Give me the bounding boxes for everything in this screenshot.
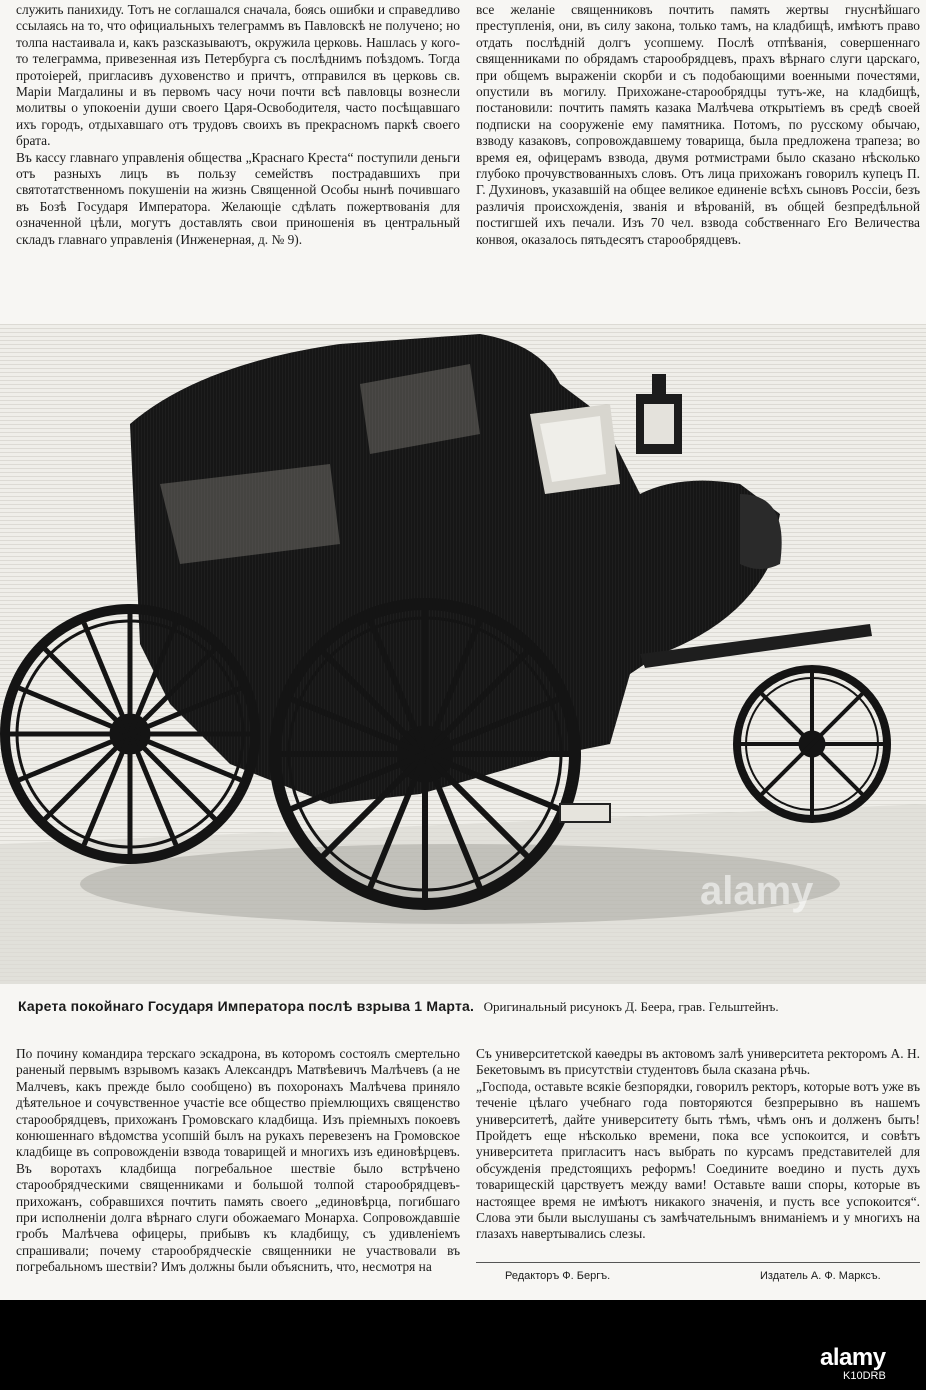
- wheel-left: [5, 609, 255, 859]
- wheel-right: [737, 669, 887, 819]
- image-code: K10DRB: [843, 1370, 886, 1382]
- watermark-band: [0, 1300, 926, 1390]
- article-top-right-column: все желаніе священниковъ почтить память жертвы гнуснѣйшаго преступленія, они, въ силу закона, только тамъ, на кладбищѣ, имѣютъ право отдать послѣдній долгъ усопшему. Послѣ отпѣванія, совершеннаго священниками по обрядамъ старообрядцевъ, прахъ вѣрнаго слуги царскаго, при общемъ выраженіи скорби и съ подобающими военными почестями, опустили въ могилу. Прихожане-старообрядцы тутъ-же, на кладбищѣ, постановили: почтить память казака Малѣчева открытіемъ въ средѣ своей подписки на сооруженіе ему памятника. Потомъ, по русскому обычаю, взводу казаковъ, сопровождавшему товарища, была предложена трапеза; во время ея, офицерамъ взвода, двумя ротмистрами было сказано нѣсколько глубоко прочувствованныхъ словъ. Отъ лица прихожанъ говорилъ купецъ П. Г. Духиновъ, указавшій на общее великое единеніе всѣхъ сыновъ Россіи, безъ различія происхожденія, званія и вѣрованій, въ общей безпредѣльной постигшей ихъ печали. Изъ 70 чел. взвода собственнаго Его Величества конвоя, оказалось пятьдесятъ старообрядцевъ.: [476, 2, 920, 247]
- watermark-overlay: alamy: [700, 869, 814, 913]
- illustration-caption: [18, 998, 918, 1016]
- caption-title: Карета покойнаго Государя Императора послѣ взрыва 1 Марта.: [18, 998, 475, 1014]
- article-top-left-column: служить панихиду. Тотъ не соглашался сначала, боясь ошибки и справедливо ссылаясь на то, что официальныхъ телеграммъ въ Павловскѣ не получено; но толпа настаивала и, какъ разсказываютъ, окружила церковь. Нашлась у кого-то телеграмма, привезенная изъ Петербурга съ послѣднимъ поѣздомъ. Тогда протоіерей, пригласивъ духовенство и причтъ, отправился въ церковь св. Маріи Магдалины и въ первомъ часу ночи почти всѣ павловцы вознесли молитвы о упокоеніи души своего Царя-Освободителя, часто посѣщавшаго ихъ городъ, отдыхавшаго отъ трудовъ своихъ въ прекрасномъ паркѣ своего брата. Въ кассу главнаго управленія общества „Краснаго Креста“ поступили деньги отъ разныхъ лицъ въ пользу семействъ пострадавшихъ при святотатственномъ покушеніи на жизнь Священной Особы нынѣ почившаго въ Бозѣ Государя Императора. Желающіе сдѣлать пожертвованія для означенной цѣли, могутъ доставлять свои приношенія въ центральный складъ главнаго управленія (Инженерная, д. № 9).: [16, 2, 460, 247]
- alamy-logo: alamy: [820, 1344, 886, 1371]
- article-bottom-right-column: Съ университетской каѳедры въ актовомъ залѣ университета ректоромъ А. Н. Бекетовымъ въ присутствіи студентовъ была сказана рѣчь. „Господа, оставьте всякіе безпорядки, говорилъ ректоръ, которые вотъ уже въ теченіе цѣлаго учебнаго года повторяются безпрерывно въ нашемъ университетѣ, дайте университету быть тѣмъ, чѣмъ онъ и долженъ быть! Пройдетъ еще нѣсколько времени, пока все успокоится, и совѣтъ университета пригласитъ насъ выбрать по курсамъ представителей для обсужденія предстоящихъ реформъ! Соедините воедино и пусть духъ товарищескій царствуетъ между вами! Оставьте ваши споры, которые въ настоящее время не имѣютъ никакого значенія, и пусть все успокоится“. Слова эти были выслушаны съ замѣчательнымъ вниманіемъ и у многихъ на глазахъ навертывались слезы.: [476, 1046, 920, 1242]
- caption-credit: Оригинальный рисунокъ Д. Беера, грав. Гельштейнъ.: [483, 999, 779, 1014]
- footer-divider: [476, 1262, 920, 1263]
- article-bottom-left-column: По почину командира терскаго эскадрона, въ которомъ состоялъ смертельно раненый первымъ взрывомъ казакъ Александръ Матвѣевичъ Малѣчевъ (а не Малчевъ, какъ прежде было сообщено) въ похоронахъ Малѣчева приняло дѣятельное и сочувственное участіе все общество пріемлющихъ священство старообрядцевъ, прихожанъ Громовскаго кладбища. Изъ пріемныхъ покоевъ конюшеннаго вѣдомства усопшій былъ на рукахъ перевезенъ на Громовское кладбище въ сопровожденіи взвода товарищей и многихъ изъ единовѣрцевъ. Въ воротахъ кладбища погребальное шествіе было встрѣчено старообрядческими священниками и большой толпой старообрядцевъ-прихожанъ, собравшихся почтить память своего „единовѣрца, погибшаго при исполненіи долга вѣрнаго слуги обожаемаго Монарха. Сопровождавшіе гробъ Малѣчева офицеры, прибывъ къ кладбищу, съ удивленіемъ спрашивали; почему старообрядческіе священники не участвовали въ погребальномъ шествіи? Имъ должны были объяснить, что, несмотря на: [16, 1046, 460, 1275]
- wheel-center: [275, 604, 575, 904]
- editor-credit: Редакторъ Ф. Бергъ.: [505, 1270, 611, 1282]
- publisher-credit: Издатель А. Ф. Марксъ.: [760, 1270, 881, 1282]
- carriage-engraving: [0, 324, 926, 984]
